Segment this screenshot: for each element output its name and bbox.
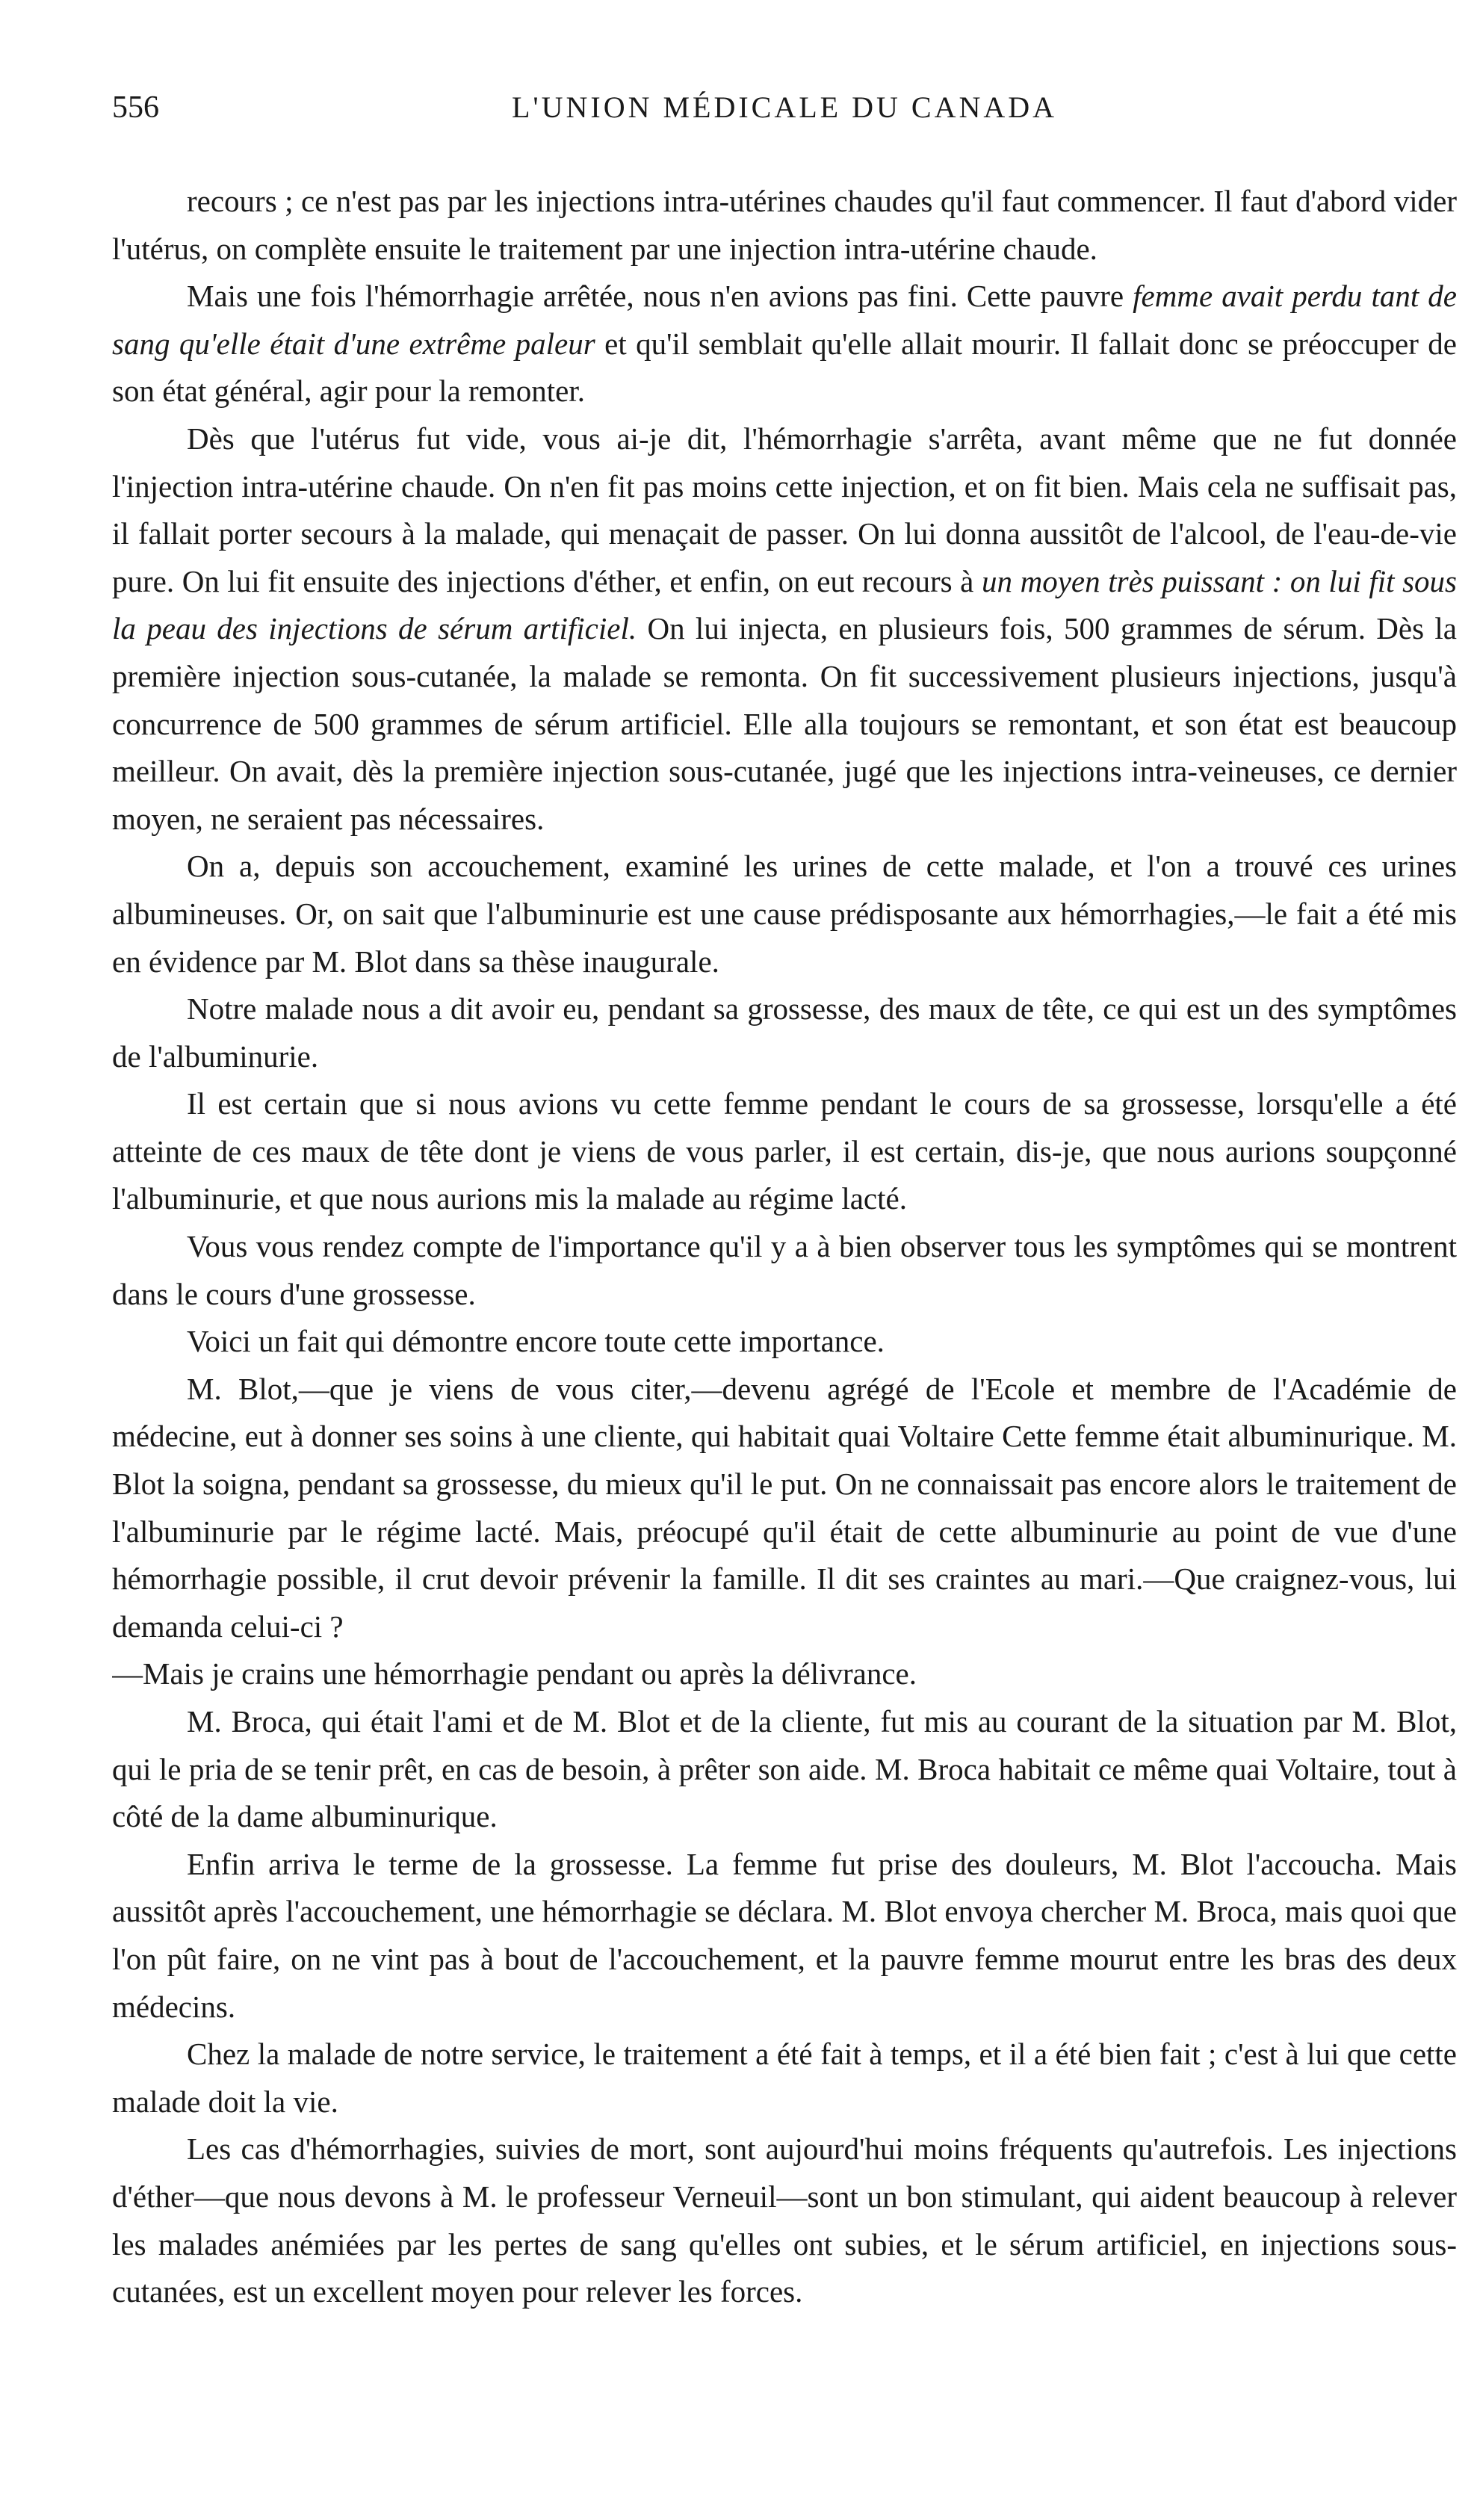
paragraph <box>112 1318 1457 1366</box>
journal-page <box>112 90 1457 2495</box>
paragraph <box>112 2126 1457 2315</box>
paragraph-text: Dès que l'utérus fut vide, vous ai-je dit, l'hémorrhagie s'arrêta, avant même que ne fut donnée l'injection intra-utérine chaude. On n'en fit pas moins cette injection, et on fit bien. Mais cela ne suffisait pas, il fallait porter secours à la malade, qui menaçait de passer. On lui donna aussitôt de l'alcool, de l'eau-de-vie pure. On lui fit ensuite des injections d'éther, et enfin, on eut recours à <box>112 421 1457 598</box>
paragraph-text: —Mais je crains une hémorrhagie pendant ou après la délivrance. <box>112 1656 917 1691</box>
paragraph-text: Les cas d'hémorrhagies, suivies de mort, sont aujourd'hui moins fréquents qu'autrefois. Les injections d'éther—que nous devons à M. le professeur Verneuil—sont un bon stimulant, qui aident beaucoup à relever les malades anémiées par les pertes de sang qu'elles ont subies, et le sérum artificiel, en injections sous-cutanées, est un excellent moyen pour relever les forces. <box>112 2132 1457 2309</box>
paragraph <box>112 178 1457 273</box>
running-title: L'UNION MÉDICALE DU CANADA <box>511 90 1058 124</box>
paragraph <box>112 1366 1457 1651</box>
paragraph-text: M. Broca, qui était l'ami et de M. Blot et de la cliente, fut mis au courant de la situation par M. Blot, qui le pria de se tenir prêt, en cas de besoin, à prêter son aide. M. Broca habitait ce même quai Voltaire, tout à côté de la dame albuminurique. <box>112 1704 1457 1834</box>
paragraph-text: Enfin arriva le terme de la grossesse. La femme fut prise des douleurs, M. Blot l'accoucha. Mais aussitôt après l'accouchement, une hémorrhagie se déclara. M. Blot envoya chercher M. Broca, mais quoi que l'on pût faire, on ne vint pas à bout de l'accouchement, et la pauvre femme mourut entre les bras des deux médecins. <box>112 1846 1457 2024</box>
paragraph <box>112 2031 1457 2126</box>
paragraph <box>112 1223 1457 1318</box>
paragraph-text: M. Blot,—que je viens de vous citer,—devenu agrégé de l'Ecole et membre de l'Académie de médecine, eut à donner ses soins à une cliente, qui habitait quai Voltaire Cette femme était albuminurique. M. Blot la soigna, pendant sa grossesse, du mieux qu'il le put. On ne connaissait pas encore alors le traitement de l'albuminurie par le régime lacté. Mais, préocupé qu'il était de cette albuminurie au point de vue d'une hémorrhagie possible, il crut devoir prévenir la famille. Il dit ses craintes au mari.—Que craignez-vous, lui demanda celui-ci ? <box>112 1371 1457 1644</box>
paragraph <box>112 1080 1457 1223</box>
paragraph <box>112 843 1457 985</box>
paragraph <box>112 1841 1457 2031</box>
paragraph-text: Il est certain que si nous avions vu cette femme pendant le cours de sa grossesse, lorsqu'elle a été atteinte de ces maux de tête dont je viens de vous parler, il est certain, dis-je, que nous aurions soupçonné l'albuminurie, et que nous aurions mis la malade au régime lacté. <box>112 1086 1457 1216</box>
paragraph-text: Mais une fois l'hémorrhagie arrêtée, nous n'en avions pas fini. Cette pauvre <box>187 279 1133 314</box>
paragraph-text: Voici un fait qui démontre encore toute cette importance. <box>187 1324 885 1359</box>
paragraph-text: Notre malade nous a dit avoir eu, pendant sa grossesse, des maux de tête, ce qui est un des symptômes de l'albuminurie. <box>112 991 1457 1074</box>
paragraph <box>112 1650 1457 1698</box>
paragraph <box>112 273 1457 415</box>
italic-text: femme avait perdu tant de sang qu'elle était d'une extrême paleur <box>112 279 1457 361</box>
paragraph-text: Vous vous rendez compte de l'importance qu'il y a à bien observer tous les symptômes qui se montrent dans le cours d'une grossesse. <box>112 1229 1457 1311</box>
page-header <box>112 90 1457 149</box>
paragraph-text: On lui injecta, en plusieurs fois, 500 grammes de sérum. Dès la première injection sous-cutanée, la malade se remonta. On fit successivement plusieurs injections, jusqu'à concurrence de 500 grammes de sérum artificiel. Elle alla toujours se remontant, et son état est beaucoup meilleur. On avait, dès la première injection sous-cutanée, jugé que les injections intra-veineuses, ce dernier moyen, ne seraient pas nécessaires. <box>112 611 1457 836</box>
paragraph-text: et qu'il semblait qu'elle allait mourir. Il fallait donc se préoccuper de son état général, agir pour la remonter. <box>112 326 1457 409</box>
paragraph-text: recours ; ce n'est pas par les injections intra-utérines chaudes qu'il faut commencer. Il faut d'abord vider l'utérus, on complète ensuite le traitement par une injection intra-utérine chaude. <box>112 184 1457 266</box>
page-number: 556 <box>112 90 159 125</box>
paragraph-text: Chez la malade de notre service, le traitement a été fait à temps, et il a été bien fait ; c'est à lui que cette malade doit la vie. <box>112 2037 1457 2119</box>
italic-text: un moyen très puissant : on lui fit sous la peau des injections de sérum artificiel. <box>112 563 1457 646</box>
paragraph-text: On a, depuis son accouchement, examiné les urines de cette malade, et l'on a trouvé ces urines albumineuses. Or, on sait que l'albuminurie est une cause prédisposante aux hémorrhagies,—le fait a été mis en évidence par M. Blot dans sa thèse inaugurale. <box>112 849 1457 979</box>
paragraph <box>112 415 1457 843</box>
paragraph <box>112 985 1457 1080</box>
article-body <box>112 178 1457 2316</box>
paragraph <box>112 1698 1457 1841</box>
